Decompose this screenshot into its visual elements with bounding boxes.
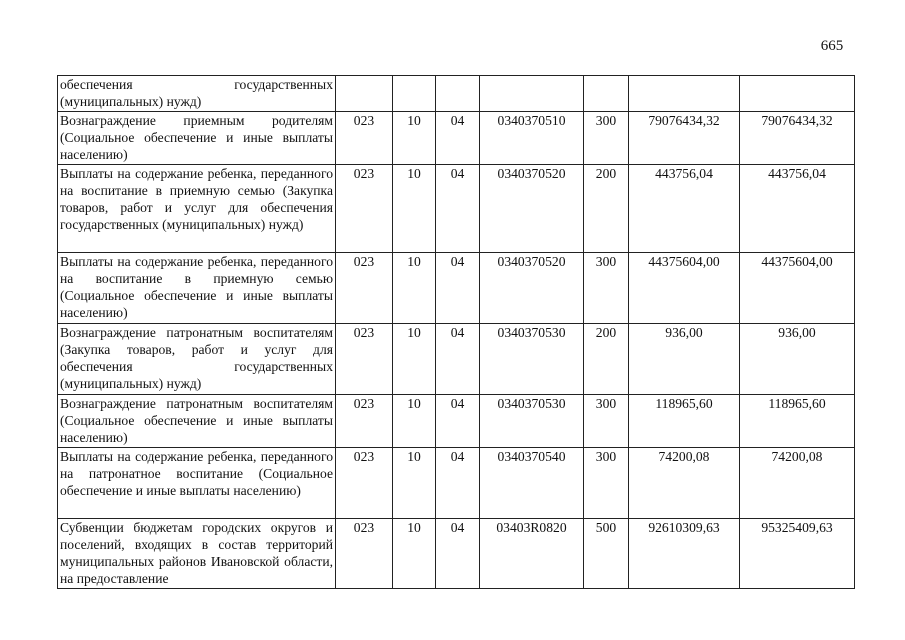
table-row — [58, 324, 855, 395]
table-row — [58, 76, 855, 112]
row-name-cell: Вознаграждение приемным родителям (Социальное обеспечение и иные выплаты населению) — [58, 112, 336, 165]
gr-cell: 023 — [336, 448, 393, 519]
row-name-cell: обеспечения государственных (муниципальных) нужд) — [58, 76, 336, 112]
csr-cell — [480, 76, 584, 112]
sum2-cell: 74200,08 — [740, 448, 855, 519]
sum1-cell: 44375604,00 — [629, 253, 740, 324]
sum2-cell: 95325409,63 — [740, 519, 855, 589]
sum1-cell: 74200,08 — [629, 448, 740, 519]
sum2-cell: 118965,60 — [740, 395, 855, 448]
sum2-cell: 443756,04 — [740, 165, 855, 253]
rz-cell: 10 — [393, 253, 436, 324]
gr-cell: 023 — [336, 519, 393, 589]
budget-table — [57, 75, 855, 589]
gr-cell: 023 — [336, 165, 393, 253]
vr-cell: 300 — [584, 253, 629, 324]
row-name-cell: Выплаты на содержание ребенка, переданного на воспитание в приемную семью (Социальное обеспечение и иные выплаты населению) — [58, 253, 336, 324]
vr-cell: 200 — [584, 165, 629, 253]
csr-cell: 0340370520 — [480, 253, 584, 324]
pr-cell: 04 — [436, 324, 480, 395]
csr-cell: 0340370520 — [480, 165, 584, 253]
pr-cell — [436, 76, 480, 112]
sum2-cell — [740, 76, 855, 112]
rz-cell: 10 — [393, 324, 436, 395]
vr-cell — [584, 76, 629, 112]
csr-cell: 0340370530 — [480, 395, 584, 448]
table-row — [58, 395, 855, 448]
sum1-cell: 92610309,63 — [629, 519, 740, 589]
row-name-cell: Вознаграждение патронатным воспитателям (Закупка товаров, работ и услуг для обеспечения государственных (муниципальных) нужд) — [58, 324, 336, 395]
vr-cell: 200 — [584, 324, 629, 395]
page-number: 665 — [820, 38, 844, 54]
sum1-cell: 443756,04 — [629, 165, 740, 253]
pr-cell: 04 — [436, 448, 480, 519]
csr-cell: 0340370510 — [480, 112, 584, 165]
table-row — [58, 165, 855, 253]
gr-cell: 023 — [336, 324, 393, 395]
rz-cell: 10 — [393, 448, 436, 519]
csr-cell: 0340370530 — [480, 324, 584, 395]
table-row — [58, 253, 855, 324]
sum1-cell: 79076434,32 — [629, 112, 740, 165]
gr-cell: 023 — [336, 112, 393, 165]
pr-cell: 04 — [436, 395, 480, 448]
pr-cell: 04 — [436, 253, 480, 324]
vr-cell: 300 — [584, 112, 629, 165]
gr-cell — [336, 76, 393, 112]
row-name-cell: Вознаграждение патронатным воспитателям (Социальное обеспечение и иные выплаты населению) — [58, 395, 336, 448]
sum1-cell: 118965,60 — [629, 395, 740, 448]
row-name-cell: Субвенции бюджетам городских округов и поселений, входящих в состав территорий муниципальных районов Ивановской области, на предоставление — [58, 519, 336, 589]
gr-cell: 023 — [336, 395, 393, 448]
sum2-cell: 936,00 — [740, 324, 855, 395]
rz-cell: 10 — [393, 165, 436, 253]
vr-cell: 300 — [584, 448, 629, 519]
rz-cell: 10 — [393, 395, 436, 448]
sum2-cell: 44375604,00 — [740, 253, 855, 324]
pr-cell: 04 — [436, 112, 480, 165]
csr-cell: 0340370540 — [480, 448, 584, 519]
sum2-cell: 79076434,32 — [740, 112, 855, 165]
vr-cell: 300 — [584, 395, 629, 448]
table-row — [58, 448, 855, 519]
row-name-cell: Выплаты на содержание ребенка, переданного на патронатное воспитание (Социальное обеспечение и иные выплаты населению) — [58, 448, 336, 519]
row-name-cell: Выплаты на содержание ребенка, переданного на воспитание в приемную семью (Закупка товаров, работ и услуг для обеспечения государственных (муниципальных) нужд) — [58, 165, 336, 253]
rz-cell — [393, 76, 436, 112]
vr-cell: 500 — [584, 519, 629, 589]
sum1-cell — [629, 76, 740, 112]
rz-cell: 10 — [393, 519, 436, 589]
gr-cell: 023 — [336, 253, 393, 324]
csr-cell: 03403R0820 — [480, 519, 584, 589]
table-row — [58, 112, 855, 165]
rz-cell: 10 — [393, 112, 436, 165]
pr-cell: 04 — [436, 165, 480, 253]
table-row — [58, 519, 855, 589]
sum1-cell: 936,00 — [629, 324, 740, 395]
pr-cell: 04 — [436, 519, 480, 589]
